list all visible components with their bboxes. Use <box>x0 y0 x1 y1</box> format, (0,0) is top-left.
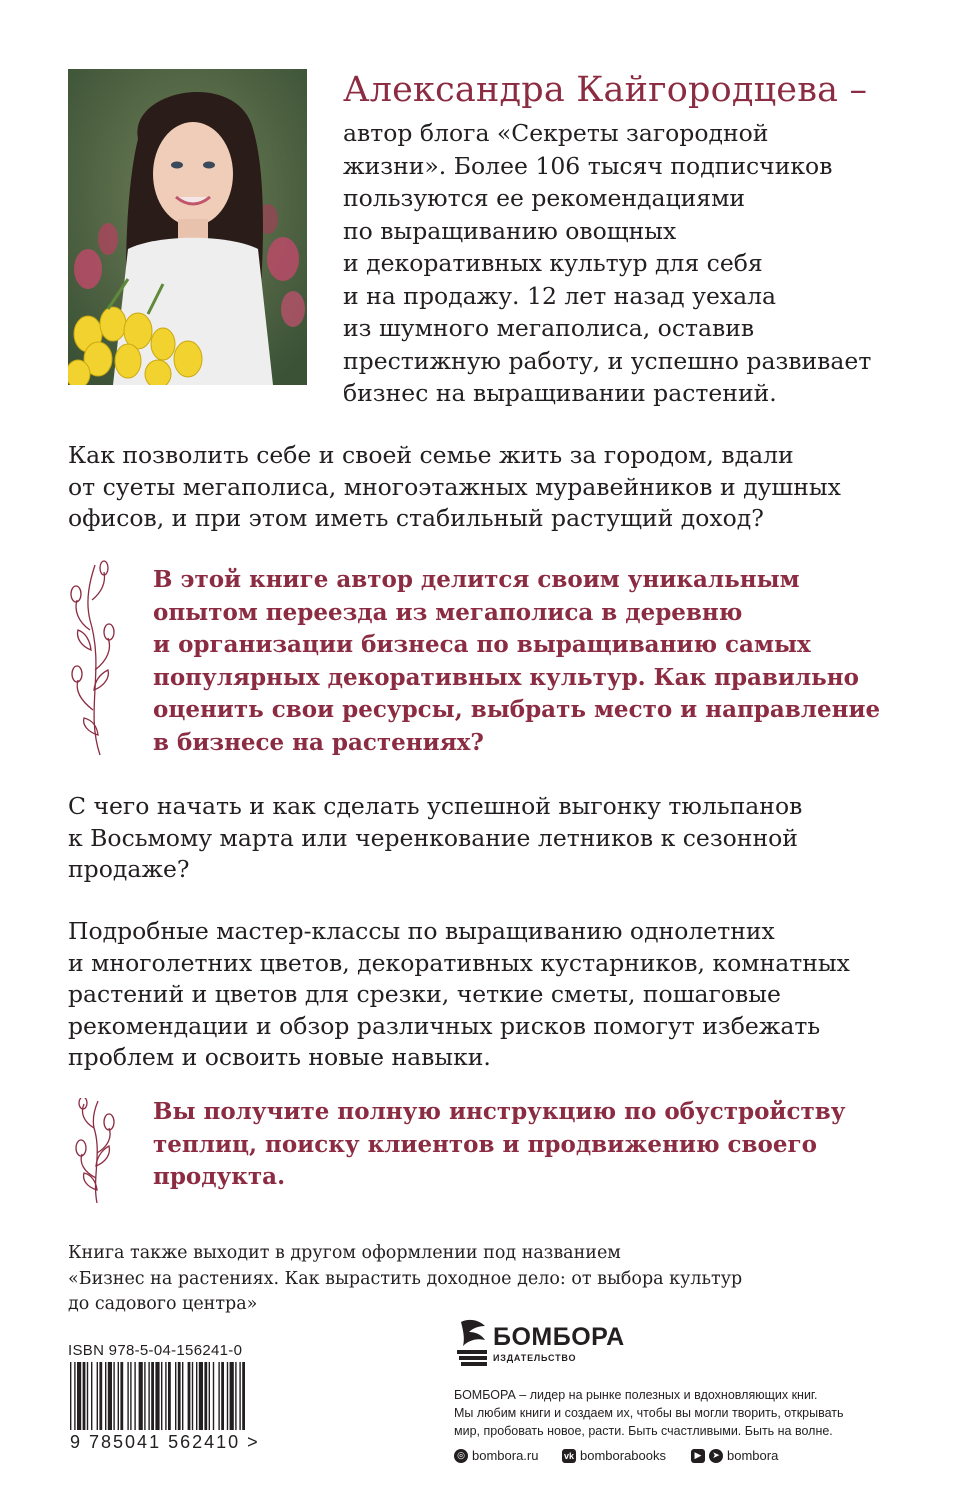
barcode-bar <box>74 1362 75 1430</box>
highlight-line: популярных декоративных культур. Как правильно <box>153 663 859 691</box>
text-line: Как позволить себе и своей семье жить за городом, вдали <box>68 441 794 469</box>
barcode-digits: 9 785041 562410 > <box>70 1432 260 1452</box>
highlight-line: теплиц, поиску клиентов и продвижению своего <box>153 1130 817 1158</box>
desc-line: БОМБОРА – лидер на рынке полезных и вдохновляющих книг. <box>454 1388 818 1402</box>
bio-line: автор блога «Секреты загородной <box>343 119 769 147</box>
text-line: С чего начать и как сделать успешной выгонку тюльпанов <box>68 792 803 820</box>
barcode-bar <box>227 1362 228 1430</box>
text-line: рекомендации и обзор различных рисков помогут избежать <box>68 1011 821 1040</box>
author-photo <box>68 69 307 385</box>
barcode-bar <box>134 1362 135 1430</box>
barcode-bar <box>87 1362 88 1430</box>
barcode-bar <box>196 1362 197 1430</box>
highlight-line: и организации бизнеса по выращиванию самых <box>153 631 811 658</box>
youtube-icon: ▶ <box>691 1449 705 1463</box>
barcode-bar <box>175 1362 176 1430</box>
barcode-bar <box>91 1362 92 1430</box>
highlight-line: опытом переезда из мегаполиса в деревню <box>153 598 743 626</box>
note-line: «Бизнес на растениях. Как вырастить доходное дело: от выбора культур <box>68 1268 743 1289</box>
author-name <box>343 70 867 110</box>
floral-ornament-icon <box>60 560 120 760</box>
social-text: bombora <box>727 1448 779 1463</box>
author-dash: – <box>849 70 868 110</box>
desc-line: Мы любим книги и создаем их, чтобы вы могли творить, открывать <box>454 1406 844 1420</box>
highlight-paragraph-1 <box>153 564 881 759</box>
barcode-bar <box>148 1362 149 1430</box>
publisher-name: БОМБОРА <box>493 1323 625 1351</box>
publisher-description <box>454 1386 874 1440</box>
highlight-line: В этой книге автор делится своим уникальным <box>153 566 800 593</box>
barcode-bar <box>199 1362 203 1430</box>
social-text: bombora.ru <box>472 1448 539 1463</box>
isbn-label: ISBN 978-5-04-156241-0 <box>68 1342 243 1359</box>
text-line: к Восьмому марта или черенкование летников к сезонной <box>68 823 798 852</box>
barcode-bar <box>192 1362 193 1430</box>
text-line: офисов, и при этом иметь стабильный растущий доход? <box>68 504 764 532</box>
publisher-subtitle: ИЗДАТЕЛЬСТВО <box>493 1353 577 1363</box>
social-website[interactable] <box>454 1448 538 1463</box>
barcode-bar <box>99 1362 102 1430</box>
barcode-bar <box>161 1362 162 1430</box>
barcode-bar <box>218 1362 219 1430</box>
barcode-bar <box>144 1362 145 1430</box>
bio-line: и на продажу. 12 лет назад уехала <box>343 281 777 310</box>
question-paragraph-1 <box>68 440 928 535</box>
barcode-bar <box>235 1362 236 1430</box>
text-line: проблем и освоить новые навыки. <box>68 1043 491 1071</box>
author-bio <box>343 117 903 410</box>
bombora-logo-icon <box>455 1318 491 1370</box>
highlight-paragraph-2 <box>153 1096 873 1194</box>
paragraph-3 <box>68 916 928 1074</box>
bio-line: бизнес на выращивании растений. <box>343 379 777 407</box>
note-line: Книга также выходит в другом оформлении под названием <box>68 1243 621 1263</box>
highlight-line: в бизнесе на растениях? <box>153 728 484 756</box>
barcode-bar <box>127 1362 128 1430</box>
alt-edition-note <box>68 1241 828 1318</box>
barcode-bar <box>105 1362 106 1430</box>
text-line: и многолетних цветов, декоративных кустарников, комнатных <box>68 948 850 977</box>
barcode-bar <box>108 1362 112 1430</box>
barcode-bar <box>188 1362 191 1430</box>
highlight-line: продукта. <box>153 1163 286 1190</box>
social-vk[interactable] <box>562 1448 666 1463</box>
highlight-line: оценить свои ресурсы, выбрать место и направление <box>153 696 881 723</box>
bio-line: по выращиванию овощных <box>343 216 677 245</box>
vk-icon: vk <box>563 1450 574 1461</box>
text-line: Подробные мастер-классы по выращиванию однолетних <box>68 917 775 945</box>
social-youtube-telegram[interactable] <box>691 1448 778 1463</box>
barcode-bar <box>204 1362 207 1430</box>
barcode-bar <box>113 1362 114 1430</box>
bio-line: и декоративных культур для себя <box>343 249 763 277</box>
floral-ornament-icon <box>62 1098 122 1208</box>
barcode-bar <box>209 1362 210 1430</box>
bio-line: престижную работу, и успешно развивает <box>343 346 872 375</box>
barcode-bar <box>213 1362 214 1430</box>
text-line: продаже? <box>68 855 190 883</box>
barcode-bar <box>120 1362 123 1430</box>
barcode-bar <box>221 1362 224 1430</box>
highlight-line: Вы получите полную инструкцию по обустройству <box>153 1098 846 1125</box>
barcode-bar <box>151 1362 154 1430</box>
barcode-bar <box>239 1362 240 1430</box>
text-line: растений и цветов для срезки, четкие сметы, пошаговые <box>68 980 781 1008</box>
globe-icon: ◎ <box>454 1449 468 1463</box>
author-name-text: Александра Кайгородцева <box>343 70 839 110</box>
question-paragraph-2 <box>68 791 928 886</box>
social-text: bomborabooks <box>580 1448 666 1463</box>
barcode-bar <box>230 1362 234 1430</box>
desc-line: мир, пробовать новое, расти. Быть счастливыми. Быть на волне. <box>454 1424 833 1438</box>
barcode-bar <box>139 1362 143 1430</box>
bio-line: пользуются ее рекомендациями <box>343 184 746 212</box>
barcode-bar <box>130 1362 131 1430</box>
barcode-bar <box>77 1362 81 1430</box>
barcode-bar <box>182 1362 183 1430</box>
telegram-icon: ➤ <box>709 1449 723 1463</box>
barcode-bar <box>83 1362 86 1430</box>
bio-line: из шумного мегаполиса, оставив <box>343 314 755 342</box>
text-line: от суеты мегаполиса, многоэтажных муравейников и душных <box>68 472 841 501</box>
bio-line: жизни». Более 106 тысяч подписчиков <box>343 151 833 180</box>
barcode-bar <box>178 1362 181 1430</box>
barcode-bar <box>165 1362 166 1430</box>
barcode-bar <box>168 1362 171 1430</box>
note-line: до садового центра» <box>68 1294 258 1314</box>
barcode-bar <box>118 1362 119 1430</box>
barcode-bar <box>242 1362 245 1430</box>
barcode <box>68 1362 248 1434</box>
barcode-bar <box>70 1362 71 1430</box>
barcode-bar <box>155 1362 159 1430</box>
barcode-bar <box>97 1362 98 1430</box>
